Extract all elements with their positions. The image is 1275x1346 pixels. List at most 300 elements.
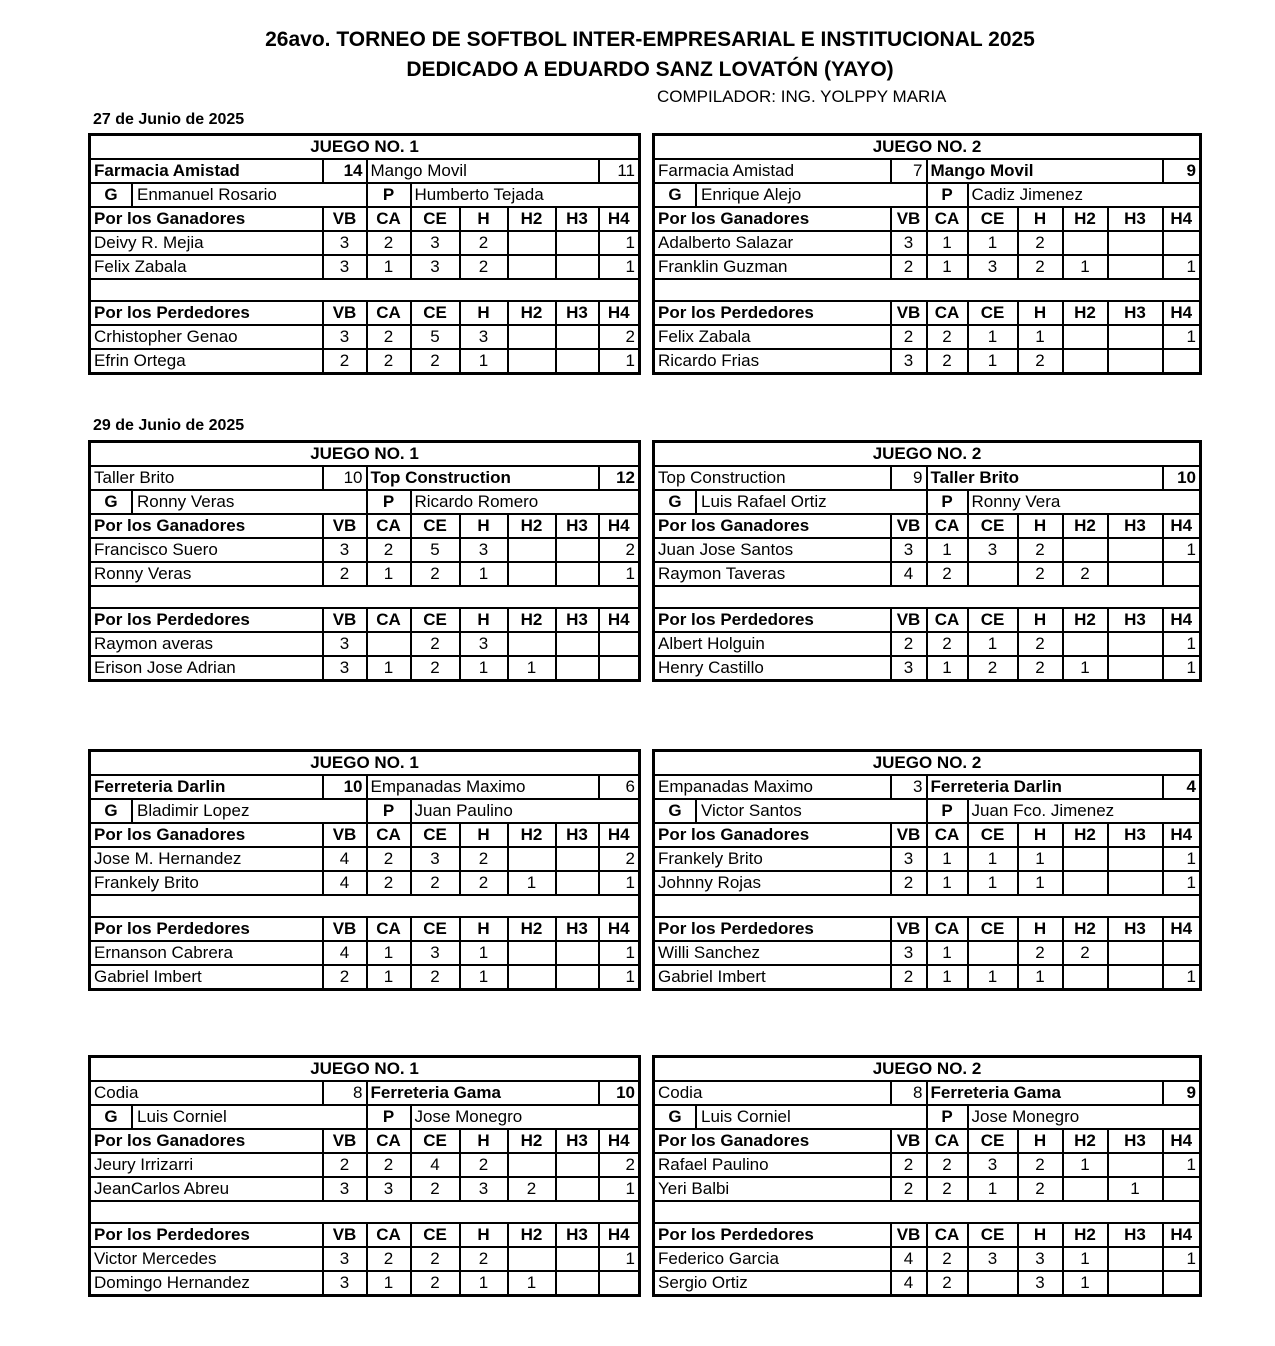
stat-cell: 3 [460,1177,508,1201]
stat-column-header: H3 [556,514,599,538]
team2-score: 9 [1163,1081,1201,1105]
stat-column-header: CE [411,917,460,941]
stat-column-header: CA [367,1223,411,1247]
stat-cell [556,1177,599,1201]
stat-cell [508,1153,556,1177]
player-name: Sergio Ortiz [654,1271,891,1296]
team2-name: Empanadas Maximo [367,775,599,799]
stat-column-header: CE [411,207,460,231]
losers-label: Por los Perdedores [654,1223,891,1247]
stat-cell: 3 [1018,1247,1063,1271]
stat-cell: 1 [1063,255,1108,279]
stat-column-header: H [460,823,508,847]
stat-cell: 1 [460,562,508,586]
stat-cell: 3 [323,632,367,656]
stat-cell: 3 [891,349,927,374]
losers-header [654,301,1201,325]
stat-cell [968,1271,1018,1296]
stat-cell: 1 [968,965,1018,990]
stat-column-header: VB [891,207,927,231]
player-name: JeanCarlos Abreu [90,1177,323,1201]
stat-column-header: H3 [556,1129,599,1153]
player-name: Ronny Veras [90,562,323,586]
stat-cell [556,325,599,349]
stat-column-header: CA [927,917,968,941]
stat-cell: 2 [323,965,367,990]
stat-column-header: H [1018,1223,1063,1247]
stat-cell: 3 [968,1247,1018,1271]
player-row [654,1271,1201,1296]
player-name: Ernanson Cabrera [90,941,323,965]
stat-column-header: H2 [1063,301,1108,325]
spacer-row [654,1201,1201,1223]
winners-header [90,823,640,847]
losing-pitcher-name: Ronny Vera [968,490,1201,514]
stat-cell: 3 [968,538,1018,562]
stat-column-header: H2 [1063,608,1108,632]
stat-cell [508,538,556,562]
stat-column-header: H3 [556,1223,599,1247]
player-name: Henry Castillo [654,656,891,681]
winners-label: Por los Ganadores [654,514,891,538]
spacer-row [90,1201,640,1223]
stat-cell: 1 [367,562,411,586]
stat-column-header: CA [367,823,411,847]
stat-cell: 2 [367,1247,411,1271]
stat-cell: 1 [599,965,640,990]
stat-cell: 1 [1163,965,1201,990]
player-row [654,231,1201,255]
stat-cell: 1 [460,941,508,965]
team1-name: Taller Brito [90,466,323,490]
stat-cell [1063,325,1108,349]
stat-column-header: H2 [508,514,556,538]
stat-cell: 1 [1063,1153,1108,1177]
stat-column-header: VB [323,917,367,941]
player-row [90,941,640,965]
stat-cell [367,632,411,656]
stat-column-header: H [460,608,508,632]
stat-cell [1108,562,1163,586]
stat-cell: 3 [411,255,460,279]
stat-column-header: CA [367,608,411,632]
stat-cell: 2 [599,847,640,871]
stat-cell: 1 [968,231,1018,255]
stat-column-header: H4 [1163,917,1201,941]
stat-cell: 3 [891,847,927,871]
player-row [90,538,640,562]
losing-pitcher-label: P [367,799,411,823]
player-row [90,349,640,374]
player-name: Felix Zabala [90,255,323,279]
stat-column-header: H3 [556,917,599,941]
team1-score: 10 [323,466,367,490]
losing-pitcher-label: P [367,490,411,514]
player-row [654,255,1201,279]
winning-pitcher-name: Enrique Alejo [701,185,802,204]
stat-cell: 2 [891,965,927,990]
stat-column-header: H4 [599,1129,640,1153]
stat-cell: 1 [1163,1247,1201,1271]
stat-cell: 2 [891,325,927,349]
stat-cell: 2 [367,325,411,349]
stat-cell: 2 [367,231,411,255]
player-name: Crhistopher Genao [90,325,323,349]
stat-cell: 2 [411,1247,460,1271]
stat-cell [1108,1247,1163,1271]
winners-label: Por los Ganadores [654,1129,891,1153]
stat-cell: 2 [460,1153,508,1177]
stat-cell [1063,871,1108,895]
player-name: Federico Garcia [654,1247,891,1271]
stat-cell: 2 [411,562,460,586]
stat-cell: 1 [508,871,556,895]
stat-cell [556,656,599,681]
stat-cell: 1 [367,965,411,990]
stat-cell [556,1153,599,1177]
winning-pitcher-cell [654,1105,927,1129]
stat-cell [508,847,556,871]
losers-header [90,608,640,632]
stat-cell: 2 [599,1153,640,1177]
game-box [88,440,641,682]
game-title: JUEGO NO. 2 [654,1057,1201,1082]
losing-pitcher-label: P [367,1105,411,1129]
stat-column-header: H4 [599,1223,640,1247]
stat-cell: 2 [891,871,927,895]
winning-pitcher-label: G [655,800,697,822]
stat-cell [599,632,640,656]
losers-label: Por los Perdedores [90,608,323,632]
stat-column-header: H4 [599,514,640,538]
stat-cell: 1 [460,1271,508,1296]
stat-cell: 2 [367,1153,411,1177]
team1-score: 8 [323,1081,367,1105]
winning-pitcher-cell [654,799,927,823]
team1-name: Farmacia Amistad [90,159,323,183]
date-heading: 29 de Junio de 2025 [93,417,245,434]
stat-column-header: H2 [508,1223,556,1247]
stat-column-header: H [460,1223,508,1247]
team1-name: Top Construction [654,466,891,490]
player-name: Frankely Brito [654,847,891,871]
stat-cell: 1 [367,255,411,279]
stat-cell [599,656,640,681]
stat-column-header: CE [968,1129,1018,1153]
stat-cell: 2 [411,1271,460,1296]
stat-column-header: H2 [1063,1129,1108,1153]
stat-cell [1108,538,1163,562]
stat-cell: 1 [1163,538,1201,562]
stat-cell: 1 [508,1271,556,1296]
player-name: Willi Sanchez [654,941,891,965]
stat-cell: 1 [599,562,640,586]
stat-column-header: H [460,917,508,941]
stat-column-header: H [1018,823,1063,847]
stat-cell [556,349,599,374]
team2-score: 4 [1163,775,1201,799]
stat-column-header: H4 [1163,1129,1201,1153]
stat-cell [556,1271,599,1296]
stat-column-header: H4 [599,823,640,847]
winners-header [654,514,1201,538]
stat-cell [1108,847,1163,871]
spacer-row [90,586,640,608]
player-row [90,1271,640,1296]
spacer-row [90,895,640,917]
stat-column-header: CA [367,1129,411,1153]
stat-cell: 1 [1108,1177,1163,1201]
player-name: Adalberto Salazar [654,231,891,255]
team2-name: Ferreteria Gama [367,1081,599,1105]
stat-column-header: H [1018,1129,1063,1153]
losers-label: Por los Perdedores [90,1223,323,1247]
stat-cell: 1 [1018,965,1063,990]
stat-column-header: VB [891,1129,927,1153]
player-name: Raymon Taveras [654,562,891,586]
team2-score: 9 [1163,159,1201,183]
stat-cell [508,349,556,374]
team2-name: Ferreteria Darlin [927,775,1163,799]
date-heading: 27 de Junio de 2025 [93,111,245,128]
stat-cell: 2 [460,255,508,279]
stat-cell: 3 [891,538,927,562]
stat-column-header: VB [323,1223,367,1247]
losing-pitcher-label: P [927,490,968,514]
stat-column-header: H3 [1108,917,1163,941]
player-row [90,847,640,871]
stat-cell: 1 [599,1177,640,1201]
stat-cell: 2 [927,349,968,374]
winners-label: Por los Ganadores [90,823,323,847]
player-row [654,1177,1201,1201]
stat-column-header: H2 [1063,917,1108,941]
stat-cell: 2 [891,1177,927,1201]
stat-column-header: CA [367,207,411,231]
stat-cell: 5 [411,538,460,562]
stat-cell: 1 [1018,847,1063,871]
losing-pitcher-name: Ricardo Romero [411,490,640,514]
stat-column-header: H3 [1108,207,1163,231]
stat-column-header: CA [927,207,968,231]
stat-cell: 2 [367,538,411,562]
stat-cell: 1 [1063,1271,1108,1296]
losers-header [654,608,1201,632]
stat-cell: 3 [891,656,927,681]
stat-cell [1108,965,1163,990]
team1-score: 7 [891,159,927,183]
stat-column-header: CE [968,823,1018,847]
stat-cell: 1 [968,1177,1018,1201]
stat-column-header: H3 [1108,1223,1163,1247]
stat-cell: 2 [1063,941,1108,965]
stat-cell: 2 [599,325,640,349]
game-title: JUEGO NO. 1 [90,442,640,467]
losing-pitcher-name: Jose Monegro [411,1105,640,1129]
stat-cell: 4 [891,1247,927,1271]
winning-pitcher-label: G [655,184,697,206]
stat-cell [1063,965,1108,990]
stat-cell: 2 [968,656,1018,681]
stat-cell [508,562,556,586]
player-row [90,231,640,255]
player-row [90,965,640,990]
stat-cell: 2 [411,871,460,895]
stat-cell: 4 [891,1271,927,1296]
stat-column-header: H4 [599,917,640,941]
player-row [654,562,1201,586]
stat-cell: 2 [927,1177,968,1201]
spacer-row [654,895,1201,917]
stat-column-header: H4 [1163,823,1201,847]
stat-cell: 4 [891,562,927,586]
winners-header [90,1129,640,1153]
stat-cell: 3 [323,538,367,562]
stat-cell: 1 [968,325,1018,349]
stat-cell: 1 [460,965,508,990]
stat-column-header: H2 [1063,1223,1108,1247]
player-name: Efrin Ortega [90,349,323,374]
stat-cell: 3 [460,632,508,656]
stat-column-header: H3 [1108,823,1163,847]
player-row [654,941,1201,965]
stat-cell [1163,231,1201,255]
stat-cell [968,562,1018,586]
stat-cell [556,1247,599,1271]
stat-column-header: H [460,1129,508,1153]
stat-cell: 1 [367,941,411,965]
stat-cell: 3 [323,1177,367,1201]
stat-cell: 1 [927,871,968,895]
winners-label: Por los Ganadores [90,1129,323,1153]
stat-cell [599,1271,640,1296]
stat-cell: 2 [1018,231,1063,255]
stat-cell: 3 [323,1247,367,1271]
stat-cell [1063,349,1108,374]
stat-cell [1163,349,1201,374]
team1-name: Codia [90,1081,323,1105]
stat-cell: 4 [323,847,367,871]
stat-cell: 2 [411,349,460,374]
stat-cell [1108,349,1163,374]
stat-cell: 1 [1018,871,1063,895]
stat-cell: 2 [891,255,927,279]
player-name: Gabriel Imbert [654,965,891,990]
stat-cell [508,632,556,656]
stat-column-header: CE [968,207,1018,231]
stat-cell: 5 [411,325,460,349]
stat-cell [1108,325,1163,349]
stat-cell: 2 [1018,538,1063,562]
stat-cell: 3 [411,847,460,871]
player-row [654,325,1201,349]
stat-cell: 2 [367,847,411,871]
winners-label: Por los Ganadores [654,823,891,847]
stat-column-header: CA [927,301,968,325]
stat-cell: 1 [1163,255,1201,279]
stat-column-header: CA [927,1223,968,1247]
stat-cell: 1 [599,349,640,374]
stat-column-header: H2 [508,301,556,325]
stat-column-header: VB [891,301,927,325]
stat-column-header: H2 [508,1129,556,1153]
team2-name: Ferreteria Gama [927,1081,1163,1105]
stat-cell: 2 [1018,941,1063,965]
team2-score: 11 [599,159,640,183]
player-row [654,538,1201,562]
player-row [654,656,1201,681]
game-title: JUEGO NO. 2 [654,442,1201,467]
document-title: 26avo. TORNEO DE SOFTBOL INTER-EMPRESARIAL E INSTITUCIONAL 2025 [265,28,1035,51]
stat-cell: 1 [927,255,968,279]
stat-column-header: VB [323,514,367,538]
stat-column-header: VB [323,207,367,231]
losers-header [90,301,640,325]
stat-cell: 2 [460,1247,508,1271]
stat-cell: 2 [367,871,411,895]
stat-column-header: CA [367,301,411,325]
losers-label: Por los Perdedores [90,917,323,941]
game-box [88,749,641,991]
stat-column-header: CE [411,1223,460,1247]
stat-cell: 3 [323,255,367,279]
losers-label: Por los Perdedores [654,608,891,632]
stat-cell: 3 [323,231,367,255]
winning-pitcher-label: G [91,491,133,513]
stat-cell [508,231,556,255]
team1-score: 14 [323,159,367,183]
stat-cell [1108,1271,1163,1296]
player-name: Juan Jose Santos [654,538,891,562]
losing-pitcher-label: P [927,799,968,823]
team2-score: 10 [1163,466,1201,490]
player-name: Jeury Irrizarri [90,1153,323,1177]
stat-cell [556,562,599,586]
stat-cell: 1 [1163,871,1201,895]
stat-cell [508,965,556,990]
stat-cell: 3 [1018,1271,1063,1296]
stat-column-header: H [460,514,508,538]
stat-cell [556,871,599,895]
stat-column-header: H4 [1163,207,1201,231]
stat-column-header: H3 [1108,1129,1163,1153]
stat-cell: 2 [927,1271,968,1296]
player-row [654,632,1201,656]
stat-cell [1063,632,1108,656]
stat-cell: 3 [891,231,927,255]
losing-pitcher-label: P [927,183,968,207]
player-row [90,632,640,656]
stat-cell [1108,1153,1163,1177]
winners-header [90,514,640,538]
stat-cell: 2 [1018,1153,1063,1177]
team1-name: Farmacia Amistad [654,159,891,183]
stat-column-header: H [1018,207,1063,231]
stat-cell [508,1247,556,1271]
stat-column-header: CA [927,1129,968,1153]
stat-column-header: H [1018,514,1063,538]
player-name: Albert Holguin [654,632,891,656]
stat-cell: 2 [599,538,640,562]
winning-pitcher-label: G [655,491,697,513]
stat-cell: 2 [1018,656,1063,681]
stat-cell [1108,871,1163,895]
game-title: JUEGO NO. 1 [90,1057,640,1082]
player-row [654,1247,1201,1271]
stat-cell: 2 [891,632,927,656]
stat-cell: 1 [927,847,968,871]
team2-name: Taller Brito [927,466,1163,490]
